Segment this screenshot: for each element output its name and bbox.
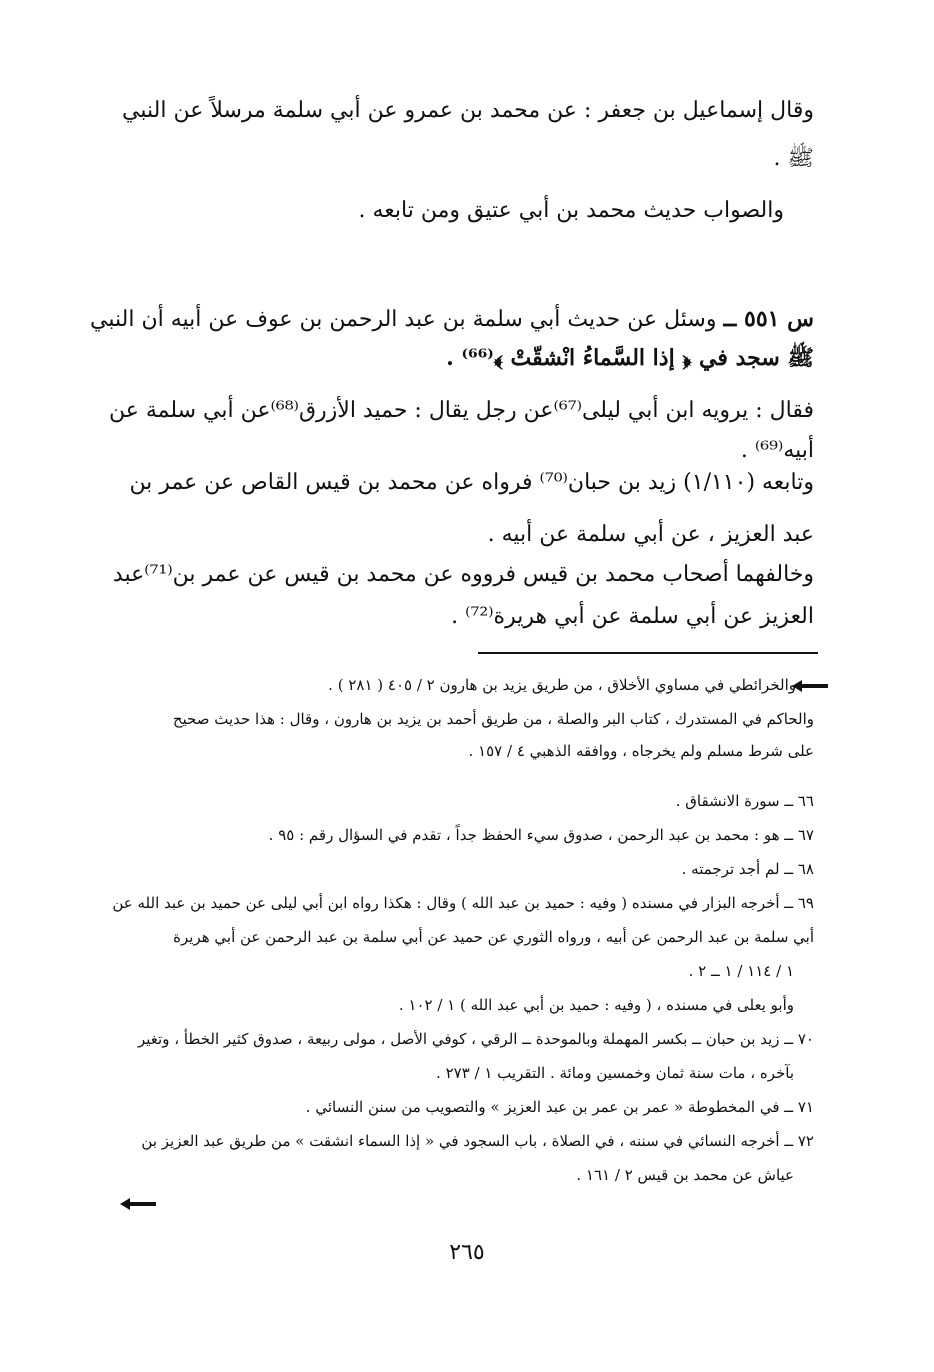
main-line: ﷺ .: [773, 146, 814, 171]
footnote-66: ٦٦ ــ سورة الانشقاق .: [675, 792, 814, 810]
footnote-separator: [478, 652, 818, 654]
footnote-67: ٦٧ ــ هو : محمد بن عبد الرحمن ، صدوق سيء الحفظ جداً ، تقدم في السؤال رقم : ٩٥ .: [268, 826, 814, 844]
main-line: عبد العزيز ، عن أبي سلمة عن أبيه .: [487, 522, 814, 547]
arrow-left-icon: [120, 1198, 156, 1210]
footnote-line: على شرط مسلم ولم يخرجاه ، ووافقه الذهبي ٤ / ١٥٧ .: [468, 742, 814, 760]
main-line: فقال : يرويه ابن أبي ليلى⁽⁶⁷⁾عن رجل يقال : حميد الأزرق⁽⁶⁸⁾عن أبي سلمة عن: [108, 398, 814, 423]
question-line: [90, 306, 814, 332]
main-line: ﷺ سجد في ﴿ إذا السَّماءُ انْشقّتْ ﴾⁽⁶⁶⁾ .: [446, 345, 814, 371]
main-line: العزيز عن أبي سلمة عن أبي هريرة⁽⁷²⁾ .: [451, 604, 814, 629]
footnote-69: ٦٩ ــ أخرجه البزار في مسنده ( وفيه : حميد بن عبد الله ) وقال : هكذا رواه ابن أبي ليلى عن حميد بن عبد الله عن: [112, 894, 814, 912]
main-line: أبيه⁽⁶⁹⁾ .: [740, 438, 814, 463]
footnote-line: والحاكم في المستدرك ، كتاب البر والصلة ، من طريق أحمد بن يزيد بن هارون ، وقال : هذا حديث صحيح: [172, 710, 814, 728]
footnote-line: وأبو يعلى في مسنده ، ( وفيه : حميد بن أبي عبد الله ) ١ / ١٠٢ .: [398, 996, 794, 1014]
page-number: ٢٦٥: [449, 1240, 485, 1265]
footnote-line: أبي سلمة بن عبد الرحمن عن أبيه ، ورواه الثوري عن حميد عن أبي سلمة بن عبد الرحمن عن أبي هريرة: [173, 928, 814, 946]
footnote-71: ٧١ ــ في المخطوطة « عمر بن عمر بن عبد العزيز » والتصويب من سنن النسائي .: [305, 1098, 814, 1116]
footnote-line: عياش عن محمد بن قيس ٢ / ١٦١ .: [576, 1166, 794, 1184]
main-line: وقال إسماعيل بن جعفر : عن محمد بن عمرو عن أبي سلمة مرسلاً عن النبي: [122, 98, 814, 123]
question-text: وسئل عن حديث أبي سلمة بن عبد الرحمن بن عوف عن أبيه أن النبي: [90, 307, 717, 332]
footnote-line: والخرائطي في مساوي الأخلاق ، من طريق يزيد بن هارون ٢ / ٤٠٥ ( ٢٨١ ) .: [328, 676, 796, 694]
main-line: والصواب حديث محمد بن أبي عتيق ومن تابعه .: [358, 198, 784, 223]
main-line: وتابعه (١/١١٠) زيد بن حبان⁽⁷⁰⁾ فرواه عن محمد بن قيس القاص عن عمر بن: [129, 470, 814, 495]
question-number: س ٥٥١ ــ: [723, 306, 814, 332]
main-line: وخالفهما أصحاب محمد بن قيس فرووه عن محمد بن قيس عن عمر بن⁽⁷¹⁾عبد: [112, 562, 814, 587]
footnote-line: بآخره ، مات سنة ثمان وخمسين ومائة . التقريب ١ / ٢٧٣ .: [436, 1064, 794, 1082]
footnote-70: ٧٠ ــ زيد بن حبان ــ بكسر المهملة وبالموحدة ــ الرقي ، كوفي الأصل ، مولى ربيعة ، صدوق كثير الخطأ ، وتغير: [138, 1030, 814, 1048]
footnote-68: ٦٨ ــ لم أجد ترجمته .: [681, 860, 814, 878]
arrow-left-icon: [792, 680, 828, 692]
footnote-line: ١ / ١١٤ / ١ ــ ٢ .: [688, 962, 794, 980]
footnote-72: ٧٢ ــ أخرجه النسائي في سننه ، في الصلاة ، باب السجود في « إذا السماء انشقت » من طريق عبد العزيز بن: [141, 1132, 814, 1150]
